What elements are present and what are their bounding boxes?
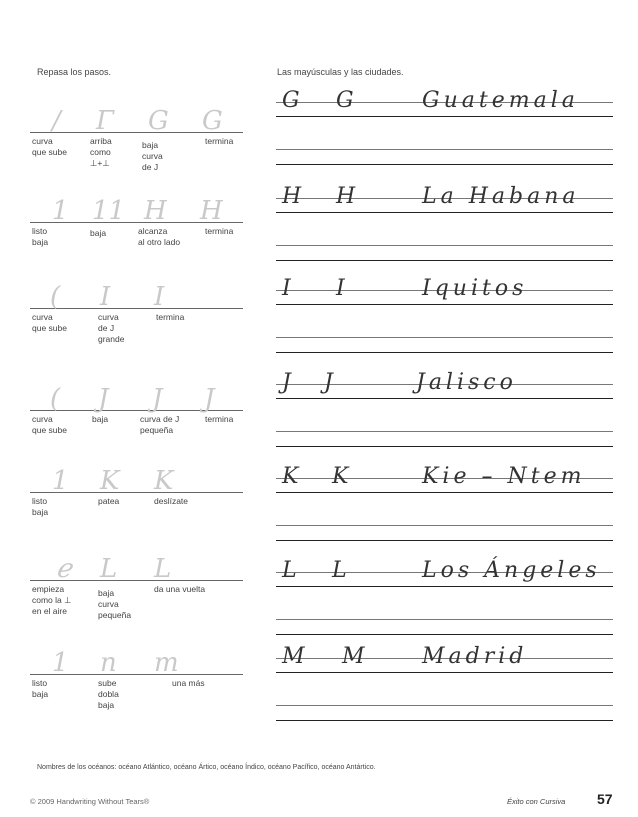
step-glyph: ( [50, 384, 61, 414]
sample-word: Madrid [422, 644, 528, 669]
guide-line [276, 245, 613, 246]
step-glyph: G [148, 106, 169, 136]
step-label: curva que sube [32, 136, 67, 157]
sample-capital: G [282, 88, 300, 113]
steps-row-l [30, 546, 245, 626]
practice-row-m [276, 644, 613, 734]
step-glyph: 11 [92, 196, 126, 226]
guide-line [276, 337, 613, 338]
steps-row-m [30, 640, 245, 720]
sample-capital: L [332, 558, 347, 583]
step-glyph: L [100, 554, 118, 584]
step-glyph: H [144, 196, 167, 226]
practice-row-h [276, 184, 613, 274]
steps-row-i [30, 274, 245, 354]
step-glyph: H [200, 196, 223, 226]
writing-baseline [276, 304, 613, 305]
sample-capital: H [282, 184, 302, 209]
step-glyph: Γ [96, 106, 115, 136]
writing-baseline[interactable] [276, 352, 613, 353]
guide-line [276, 149, 613, 150]
writing-baseline [276, 116, 613, 117]
step-label: empieza como la ⊥ en el aire [32, 584, 72, 616]
practice-row-g [276, 88, 613, 178]
step-label: termina [156, 312, 185, 322]
writing-baseline [276, 398, 613, 399]
writing-baseline[interactable] [276, 540, 613, 541]
step-glyph: I [100, 282, 111, 312]
sample-capital: K [282, 464, 299, 489]
steps-row-h [30, 188, 245, 268]
writing-baseline [276, 212, 613, 213]
writing-baseline[interactable] [276, 634, 613, 635]
writing-baseline[interactable] [276, 720, 613, 721]
step-label: curva de J grande [98, 312, 125, 344]
step-label: arriba como ⊥+⊥ [90, 136, 112, 168]
step-label: baja [90, 228, 107, 238]
sample-capital: M [342, 644, 365, 669]
baseline [30, 308, 243, 309]
practice-row-i [276, 276, 613, 366]
writing-baseline [276, 586, 613, 587]
sample-capital: K [332, 464, 349, 489]
step-label: termina [205, 414, 234, 424]
instructions-heading: Repasa los pasos. [37, 67, 112, 77]
sample-capital: I [282, 276, 291, 301]
step-glyph: 1 [52, 466, 69, 496]
practice-row-l [276, 558, 613, 648]
step-glyph: ℯ [56, 554, 72, 584]
stroke-steps-column [30, 0, 245, 760]
sample-capital: G [336, 88, 354, 113]
step-label: sube dobla baja [98, 678, 119, 710]
book-title: Éxito con Cursiva [507, 797, 566, 806]
guide-line [276, 431, 613, 432]
sample-capital: I [336, 276, 345, 301]
step-glyph: I [154, 282, 165, 312]
sample-word: Kie – Ntem [422, 464, 586, 489]
step-glyph: 1 [52, 648, 69, 678]
copyright-notice: © 2009 Handwriting Without Tears® [30, 797, 150, 806]
step-label: alcanza al otro lado [138, 226, 181, 247]
practice-heading: Las mayúsculas y las ciudades. [277, 67, 404, 77]
writing-baseline[interactable] [276, 260, 613, 261]
sample-word: La Habana [422, 184, 580, 209]
steps-row-k [30, 458, 245, 538]
step-label: listo baja [32, 678, 49, 699]
step-label: listo baja [32, 496, 49, 517]
sample-capital: L [282, 558, 297, 583]
step-label: deslízate [154, 496, 189, 506]
writing-baseline[interactable] [276, 164, 613, 165]
steps-row-g [30, 98, 245, 178]
step-label: termina [205, 136, 234, 146]
step-label: curva que sube [32, 312, 67, 333]
step-label: listo baja [32, 226, 49, 247]
step-label: da una vuelta [154, 584, 206, 594]
guide-line [276, 525, 613, 526]
writing-baseline[interactable] [276, 446, 613, 447]
step-glyph: J [152, 384, 163, 414]
step-label: baja [92, 414, 109, 424]
sample-word: Guatemala [422, 88, 579, 113]
guide-line [276, 619, 613, 620]
sample-capital: J [282, 370, 291, 395]
step-glyph: J [98, 384, 109, 414]
sample-capital: M [282, 644, 305, 669]
step-glyph: J [204, 384, 215, 414]
step-glyph: K [100, 466, 120, 496]
writing-baseline [276, 672, 613, 673]
step-glyph: G [202, 106, 223, 136]
oceans-footnote: Nombres de los océanos: océano Atlántico, océano Ártico, océano Índico, océano Pacífico, océano Antártico. [37, 764, 376, 771]
sample-word: Jalisco [416, 370, 517, 395]
step-label: curva de J pequeña [140, 414, 180, 435]
sample-word: Iquitos [422, 276, 528, 301]
sample-capital: J [324, 370, 333, 395]
sample-word: Los Ángeles [422, 558, 601, 583]
practice-column [276, 0, 616, 760]
guide-line [276, 705, 613, 706]
step-glyph: L [154, 554, 172, 584]
step-glyph: ( [50, 282, 61, 312]
page-number: 57 [597, 791, 613, 807]
step-label: una más [172, 678, 205, 688]
step-glyph: K [154, 466, 174, 496]
step-glyph: / [52, 106, 61, 136]
step-glyph: m [154, 648, 179, 678]
step-label: patea [98, 496, 120, 506]
step-glyph: n [100, 648, 117, 678]
practice-row-j [276, 370, 613, 460]
writing-baseline [276, 492, 613, 493]
step-glyph: 1 [52, 196, 69, 226]
steps-row-j [30, 376, 245, 456]
step-label: termina [205, 226, 234, 236]
practice-row-k [276, 464, 613, 554]
step-label: baja curva de J [142, 140, 163, 172]
step-label: baja curva pequeña [98, 588, 132, 620]
step-label: curva que sube [32, 414, 67, 435]
sample-capital: H [336, 184, 356, 209]
